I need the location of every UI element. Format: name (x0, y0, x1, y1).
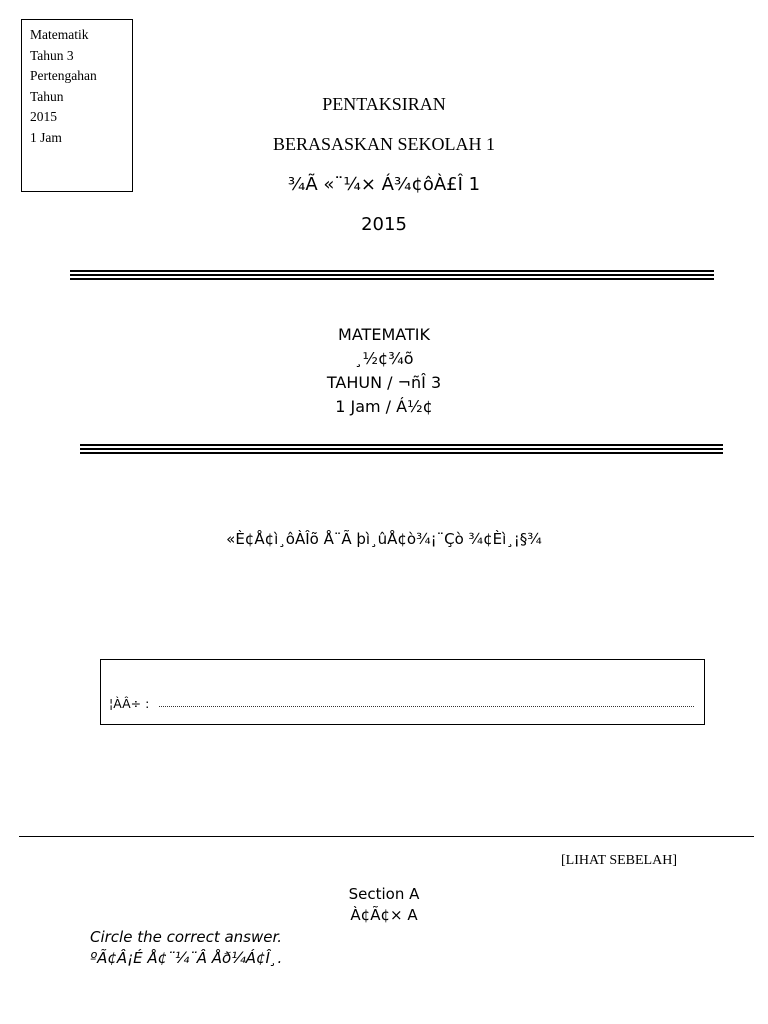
section-instruction-en: Circle the correct answer. (90, 928, 283, 946)
subject-year-level: TAHUN / ¬ñÎ 3 (326, 373, 442, 392)
footer-divider (19, 836, 754, 837)
info-year: 2015 (30, 109, 57, 124)
do-not-open-instruction: «È¢Å¢ì¸ôÀÎõ Å¨Ã þì¸ûÅ¢ò¾¡¨Çò ¾¢Èì¸¡§¾ (226, 530, 542, 548)
info-year-level: Tahun 3 (30, 47, 74, 63)
info-duration: 1 Jam (30, 129, 62, 145)
section-instruction-alt: ºÃ¢Â¡É Å¢¨¼¨Â Åð¼Á¢Î¸. (90, 949, 283, 967)
name-field-box[interactable] (100, 659, 705, 725)
triple-divider-middle (80, 444, 723, 456)
subject-name: MATEMATIK (338, 325, 430, 344)
section-title-alt: À¢Ã¢× A (350, 906, 418, 924)
title-school-based: BERASASKAN SEKOLAH 1 (272, 134, 496, 154)
section-heading (0, 884, 768, 926)
subject-block (0, 323, 768, 419)
info-subject: Matematik (30, 27, 89, 42)
title-assessment: PENTAKSIRAN (322, 94, 446, 114)
title-year: 2015 (361, 214, 407, 235)
subject-duration: 1 Jam / Á½¢ (335, 397, 433, 416)
title-tamil: ¾Ã «¨¼× Á¾¢ôÀ£Î 1 (287, 174, 481, 195)
info-term-line1: Pertengahan (30, 68, 97, 83)
section-instruction (90, 927, 282, 969)
triple-divider-top (70, 270, 714, 282)
section-title: Section A (348, 885, 420, 903)
info-term-line2: Tahun (30, 88, 64, 104)
name-field-dotted-line[interactable] (159, 706, 694, 707)
subject-name-alt: ¸½¢¾õ (354, 349, 414, 368)
name-field-label: ¦ÀÂ÷ : (109, 696, 150, 711)
turn-over-note: [LIHAT SEBELAH] (560, 853, 677, 868)
